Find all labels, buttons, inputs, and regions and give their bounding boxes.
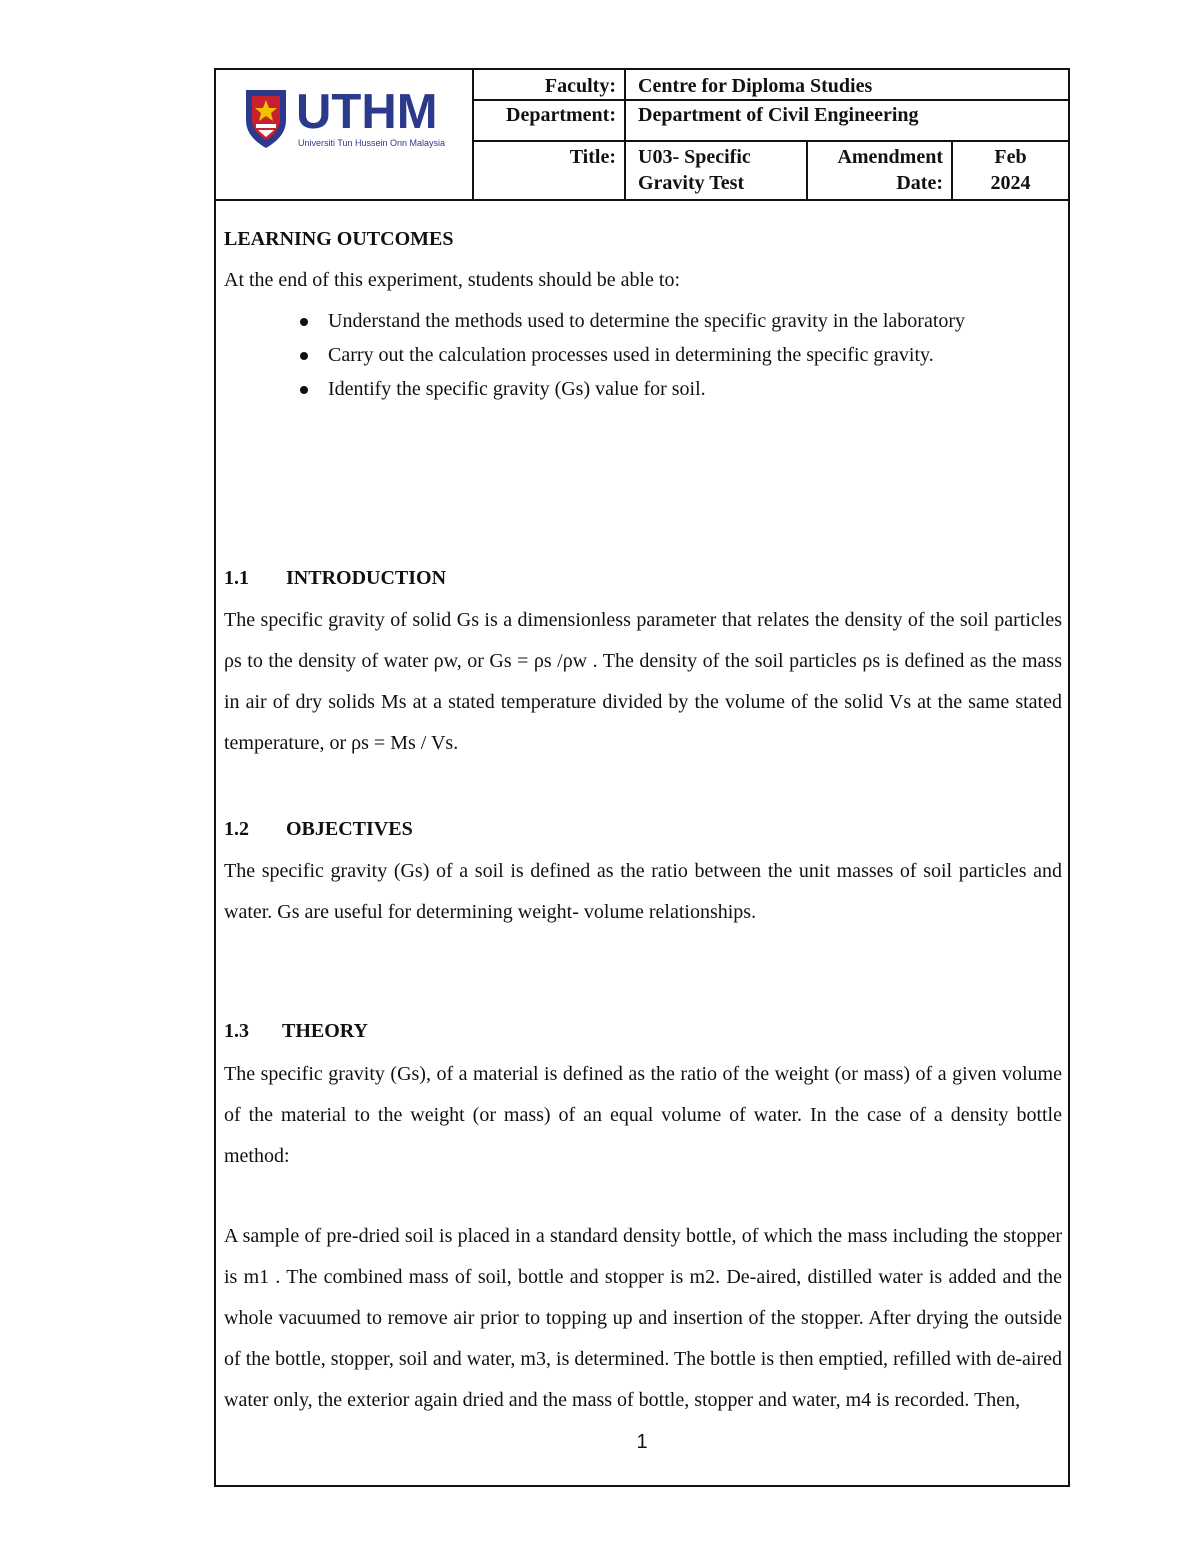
faculty-label: Faculty: xyxy=(544,75,616,97)
objectives-text: The specific gravity (Gs) of a soil is defined as the ratio between the unit masses of soil particles and water. Gs are useful for determining weight- volume relationships. xyxy=(224,860,1062,923)
amendment-date-label: Amendment Date: xyxy=(837,146,943,194)
theory-text-2: A sample of pre-dried soil is placed in a standard density bottle, of which the mass including the stopper is m1 . The combined mass of soil, bottle and stopper is m2. De-aired, distilled water is added and the whole vacuumed to remove air prior to topping up and insertion of the stopper. After drying the outside of the bottle, stopper, soil and water, m3, is determined. The bottle is then emptied, refilled with de-aired water only, the exterior again dried and the mass of bottle, stopper and water, m4 is recorded. Then, xyxy=(224,1225,1062,1411)
header-row-divider-2 xyxy=(472,140,1068,142)
title-value: U03- Specific Gravity Test xyxy=(638,146,751,194)
uthm-crest-icon xyxy=(242,86,290,150)
department-label: Department: xyxy=(506,104,616,126)
learning-outcomes-intro: At the end of this experiment, students should be able to: xyxy=(224,269,681,291)
logo-wordmark: UTHM xyxy=(296,85,438,139)
header-col-divider-1 xyxy=(624,70,626,199)
list-item: Identify the specific gravity (Gs) value for soil. xyxy=(224,374,1062,405)
bullet-icon xyxy=(300,318,308,326)
theory-heading: 1.3 THEORY xyxy=(224,1020,368,1042)
uthm-logo xyxy=(242,86,464,150)
faculty-value: Centre for Diploma Studies xyxy=(638,75,873,97)
list-item: Carry out the calculation processes used in determining the specific gravity. xyxy=(224,340,1062,371)
introduction-heading: 1.1 INTRODUCTION xyxy=(224,567,447,589)
header-row-divider-1 xyxy=(472,99,1068,101)
department-value: Department of Civil Engineering xyxy=(638,104,919,126)
theory-text-1: The specific gravity (Gs), of a material is defined as the ratio of the weight (or mass) of a given volume of the material to the weight (or mass) of an equal volume of water. In the case of a density bottle method: xyxy=(224,1063,1062,1167)
list-item: Understand the methods used to determine the specific gravity in the laboratory xyxy=(224,306,1062,337)
logo-cell xyxy=(216,70,474,199)
bullet-icon xyxy=(300,352,308,360)
introduction-text: The specific gravity of solid Gs is a dimensionless parameter that relates the density of the soil particles ρs to the density of water ρw, or Gs = ρs /ρw . The density of the soil particles ρs is defined as the mass in air of dry solids Ms at a stated temperature divided by the volume of the solid Vs at the same stated temperature, or ρs = Ms / Vs. xyxy=(224,609,1062,754)
learning-outcomes-heading: LEARNING OUTCOMES xyxy=(224,228,454,250)
learning-outcomes-list xyxy=(224,306,1062,408)
page-number: 1 xyxy=(636,1431,648,1453)
bullet-icon xyxy=(300,386,308,394)
objectives-heading: 1.2 OBJECTIVES xyxy=(224,818,413,840)
page-frame xyxy=(214,68,1070,1487)
title-label: Title: xyxy=(569,146,616,168)
logo-subtitle: Universiti Tun Hussein Onn Malaysia xyxy=(298,138,446,148)
document-header xyxy=(216,70,1068,201)
amendment-date-value: Feb 2024 xyxy=(990,146,1031,194)
